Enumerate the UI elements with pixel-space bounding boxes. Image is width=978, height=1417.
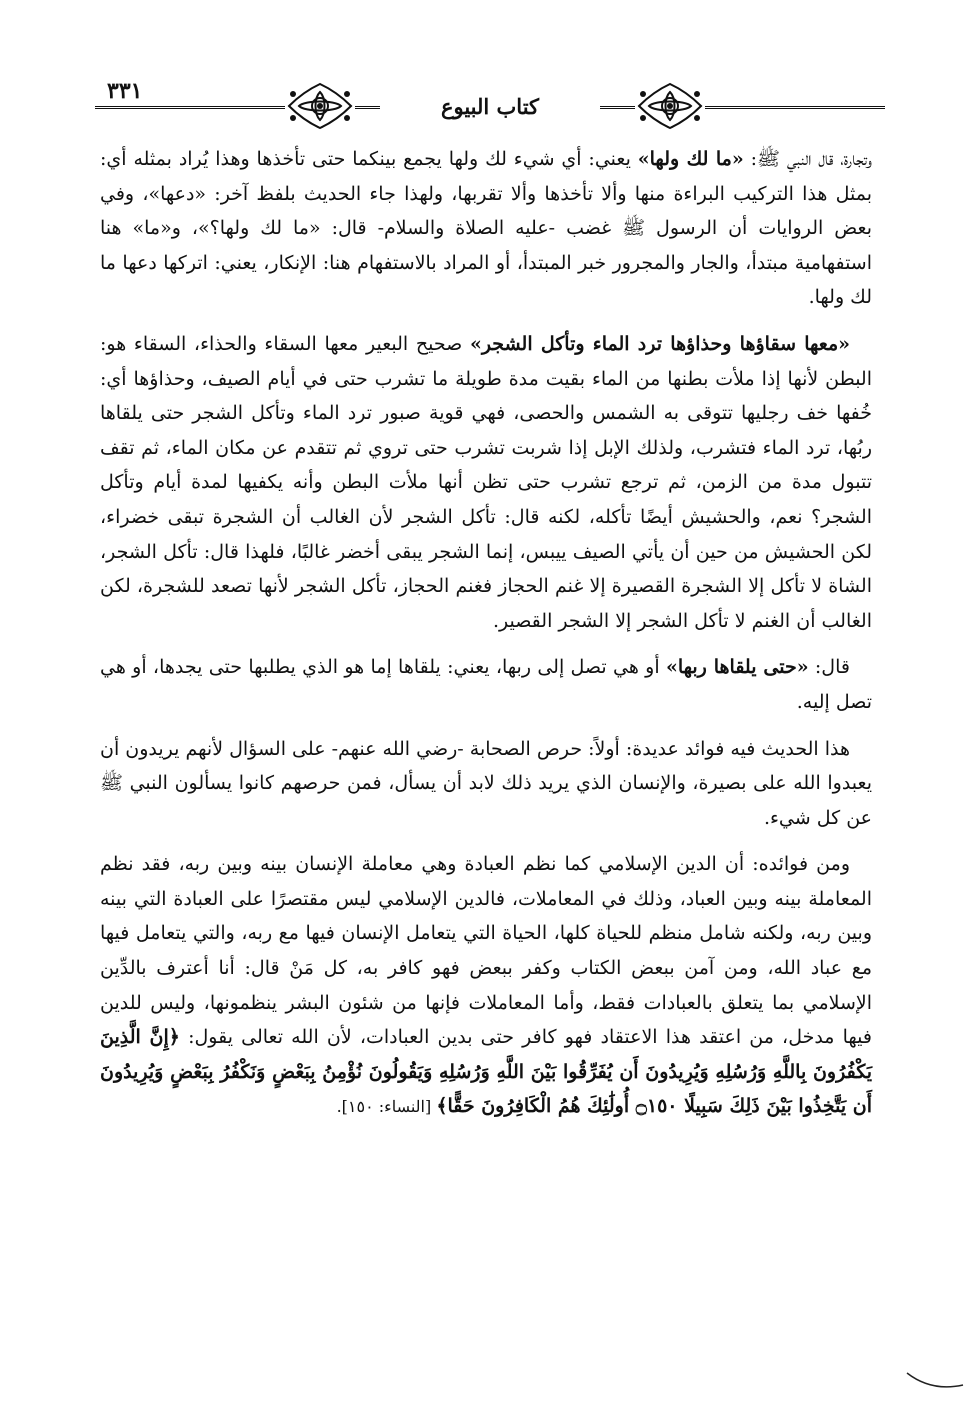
text-run: ومن فوائده: أن الدين الإسلامي كما نظم العبادة وهي معاملة الإنسان بينه وبين ربه، فقد نظم المعاملة بينه وبين العباد، وذلك في المعاملات، فالدين الإسلامي ليس مقتصرًا على العبادة التي بينه وبين ربه، ولكنه شامل منظم للحياة كلها، الحياة التي يتعامل الإنسان فيها مع ربه، والتي يتعامل فيها مع عباد الله، ومن آمن ببعض الكتاب وكفر ببعض فهو كافر به، كل مَنْ قال: أنا أعترف بالدِّين الإسلامي بما يتعلق بالعبادات فقط، وأما المعاملات فإنها من شئون البشر ينظمونها، وليس للدين فيها مدخل، من اعتقد هذا الاعتقاد فهو كافر حتى بدين العبادات، لأن الله تعالى يقول: bbox=[100, 853, 872, 1049]
page-number: ٣٣١ bbox=[107, 78, 143, 104]
chapter-title: كتاب البيوع bbox=[380, 94, 600, 119]
paragraph-1 bbox=[100, 142, 872, 315]
paragraph-4: هذا الحديث فيه فوائد عديدة: أولاً: حرص الصحابة -رضي الله عنهم- على السؤال لأنهم يريدون أن يعبدوا الله على بصيرة، والإنسان الذي يريد ذلك لابد أن يسأل، فمن حرصهم كانوا يسألون النبي ﷺ عن كل شيء. bbox=[100, 737, 872, 829]
hadith-quote: «ما لك ولها» bbox=[637, 148, 744, 170]
running-header bbox=[95, 72, 885, 142]
paragraph-2 bbox=[100, 327, 872, 638]
verse-reference: [النساء: ١٥٠]. bbox=[336, 1097, 437, 1117]
paragraph-5 bbox=[100, 847, 872, 1125]
text-run: أو هي تصل إلى ربها، يعني: يلقاها إما هو الذي يطلبها حتى يجدها، أو هي تصل إليه. bbox=[100, 656, 872, 713]
floral-ornament-icon bbox=[635, 80, 705, 132]
floral-ornament-icon bbox=[285, 80, 355, 132]
margin-swoosh-mark bbox=[905, 1365, 965, 1395]
paragraph-3 bbox=[100, 650, 872, 719]
page-body bbox=[100, 142, 872, 1137]
text-run: يعني: أي شيء لك ولها يجمع بينكما حتى تأخذها وهذا يُراد بمثله أي: بمثل هذا التركيب البراءة منها وألا تأخذها وألا تقربها، ولهذا جاء الحديث بلفظ آخر: «دعها»، وفي بعض الروايات أن الرسول ﷺ غضب -عليه الصلاة والسلام- قال: «ما لك ولها؟»، و«ما» هنا استفهامية مبتدأ، والجار والمجرور خبر المبتدأ، أو المراد بالاستفهام هنا: الإنكار، يعني: اتركها دعها ما لك ولها. bbox=[100, 148, 872, 309]
text-run: وتجارة، قال النبي ﷺ: bbox=[743, 148, 872, 170]
hadith-quote: «معها سقاؤها وحذاؤها ترد الماء وتأكل الشجر» bbox=[469, 332, 851, 355]
text-run: صحيح البعير معها السقاء والحذاء، السقاء هو: البطن لأنها إذا ملأت بطنها من الماء بقيت مدة طويلة ما تشرب حتى في أيام الصيف، وحذاؤها أي: خُفها خف رجليها تتوقى به الشمس والحصى، فهي قوية صبور ترد الماء وتأكل الشجر حتى يلقاها ربُها، ترد الماء فتشرب، ولذلك الإبل إذا شربت تشرب حتى تروي ثم تتقدم عن مكان الماء، ثم تقف تتبول مدة من الزمن، ثم ترجع تشرب حتى تظن أنها ملأت البطن وأنه يكفيها لمدة أيام وتأكل الشجر؟ نعم، والحشيش أيضًا تأكله، لكنه قال: تأكل الشجر لأن الغالب أن الشجرة تبقى خضراء، لكن الحشيش من حين أن يأتي الصيف ييبس، إنما الشجر يبقى أخضر غالبًا، فلهذا قال: تأكل الشجر، الشاة لا تأكل إلا الشجرة القصيرة إلا غنم الحجاز فغنم الحجاز، تأكل الشجر لأنها تصعد للشجرة، لكن الغالب أن الغنم لا تأكل الشجر إلا الشجر القصير. bbox=[100, 332, 872, 632]
text-run: قال: bbox=[808, 656, 850, 679]
hadith-quote: «حتى يلقاها ربها» bbox=[665, 656, 809, 679]
quran-verse: ﴿إِنَّ الَّذِينَ يَكْفُرُونَ بِاللَّهِ وَرُسُلِهِ وَيُرِيدُونَ أَن يُفَرِّقُوا بَيْنَ اللَّهِ وَرُسُلِهِ وَيَقُولُونَ نُؤْمِنُ بِبَعْضٍ وَنَكْفُرُ بِبَعْضٍ وَيُرِيدُونَ أَن يَتَّخِذُوا بَيْنَ ذَلِكَ سَبِيلًا ۝١٥٠ أُولَٰئِكَ هُمُ الْكَافِرُونَ حَقًّا﴾ bbox=[100, 1026, 872, 1118]
